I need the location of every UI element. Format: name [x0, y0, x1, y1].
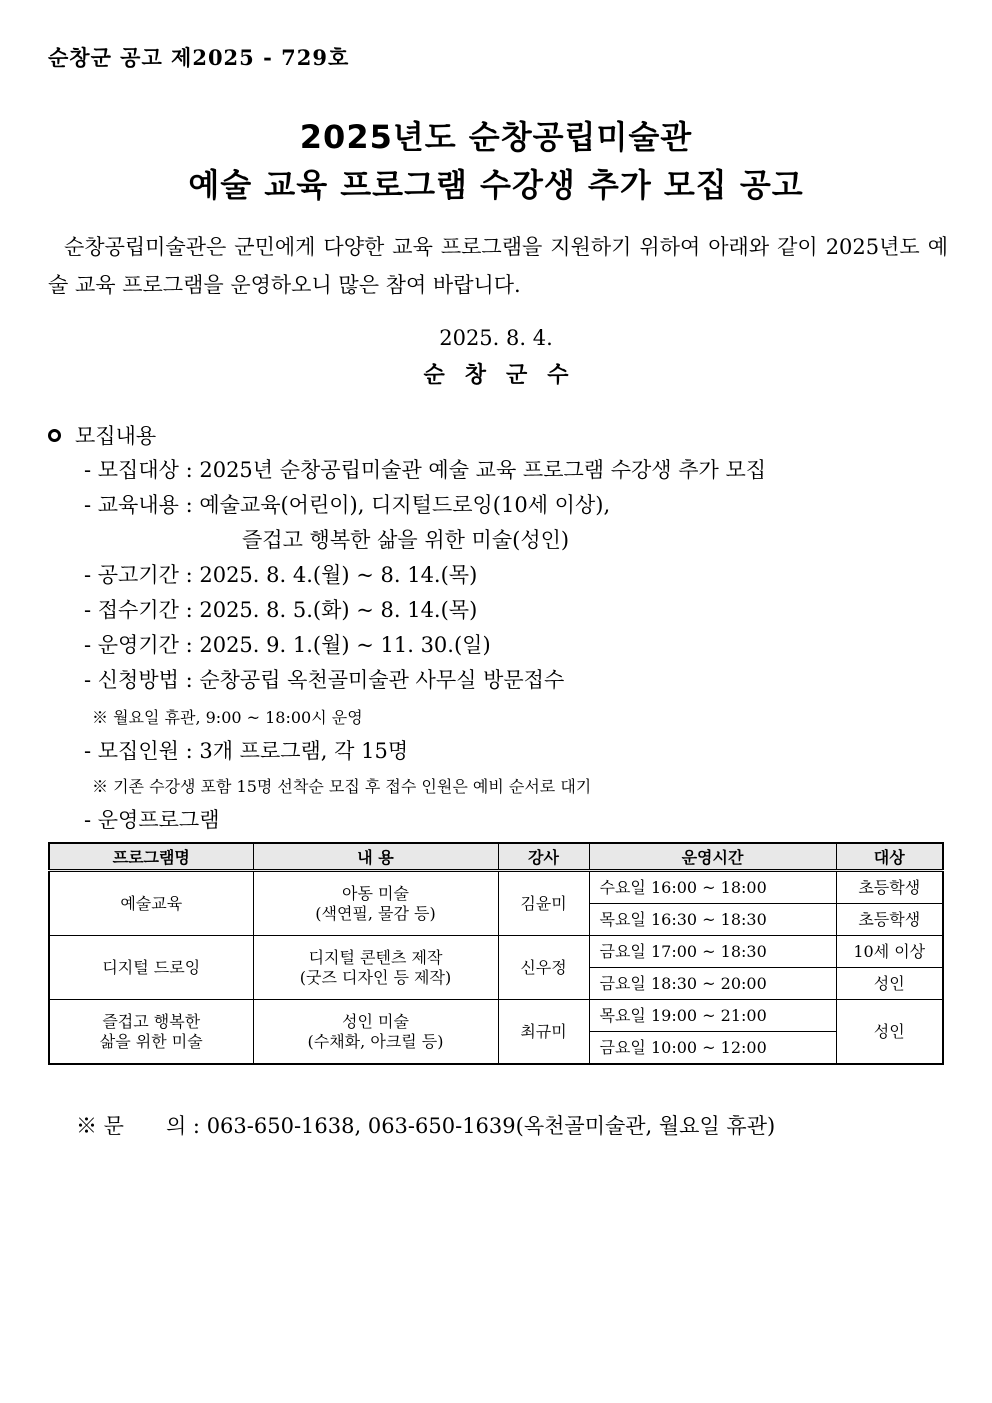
intro-text: 순창공립미술관은 군민에게 다양한 교육 프로그램을 지원하기 위하여 아래와 같이 2025년도 예술 교육 프로그램을 운영하오니 많은 참여 바랍니다. — [48, 235, 948, 297]
item-application-period — [84, 594, 477, 624]
session-target: 성인 — [836, 968, 943, 1000]
session-time: 금요일 17:00 ~ 18:30 — [589, 936, 836, 968]
item-value: 2025. 9. 1.(월) ~ 11. 30.(일) — [199, 633, 491, 657]
table-row — [49, 936, 943, 968]
session-time: 목요일 19:00 ~ 21:00 — [589, 1000, 836, 1032]
item-label: - 모집대상 : — [84, 458, 200, 482]
session-target: 성인 — [836, 1000, 943, 1065]
item-content-cont: 즐겁고 행복한 삶을 위한 미술(성인) — [242, 528, 570, 552]
note-hours: ※ 월요일 휴관, 9:00 ~ 18:00시 운영 — [92, 708, 363, 727]
name-line: 즐겁고 행복한 — [102, 1011, 201, 1031]
page-title-line1: 2025년도 순창공립미술관 — [299, 118, 693, 156]
item-content — [84, 489, 610, 519]
item-label: - 접수기간 : — [84, 598, 200, 622]
session-time: 목요일 16:30 ~ 18:30 — [589, 904, 836, 936]
item-value: 2025년 순창공립미술관 예술 교육 프로그램 수강생 추가 모집 — [199, 458, 767, 482]
contact-value: 063-650-1638, 063-650-1639(옥천골미술관, 월요일 휴관) — [206, 1114, 776, 1138]
item-value: 순창공립 옥천골미술관 사무실 방문접수 — [199, 668, 565, 692]
item-label: - 신청방법 : — [84, 668, 200, 692]
session-time: 수요일 16:00 ~ 18:00 — [589, 871, 836, 904]
program-name: 디지털 드로잉 — [49, 936, 253, 1000]
table-row — [49, 1000, 943, 1032]
circle-bullet-icon — [48, 429, 61, 442]
program-name: 예술교육 — [49, 871, 253, 936]
page-title-line2: 예술 교육 프로그램 수강생 추가 모집 공고 — [188, 166, 804, 204]
session-time: 금요일 10:00 ~ 12:00 — [589, 1032, 836, 1065]
item-value: 2025. 8. 5.(화) ~ 8. 14.(목) — [199, 598, 478, 622]
section-heading — [48, 420, 156, 450]
section-heading-text: 모집내용 — [75, 424, 157, 448]
content-line: 성인 미술 — [342, 1011, 409, 1031]
item-label: - 모집인원 : — [84, 739, 200, 763]
table-header-row — [49, 843, 943, 871]
item-label: - 공고기간 : — [84, 563, 200, 587]
note-waitlist: ※ 기존 수강생 포함 15명 선착순 모집 후 접수 인원은 예비 순서로 대기 — [92, 777, 592, 796]
item-application-method — [84, 664, 564, 694]
item-programs: - 운영프로그램 — [84, 808, 220, 832]
instructor: 김윤미 — [498, 871, 589, 936]
program-name — [49, 1000, 253, 1065]
table-row — [49, 871, 943, 904]
notice-date: 2025. 8. 4. — [439, 326, 553, 350]
item-value: 2025. 8. 4.(월) ~ 8. 14.(목) — [199, 563, 478, 587]
program-content — [253, 871, 498, 936]
item-label: - 교육내용 : — [84, 493, 200, 517]
intro-paragraph — [48, 228, 948, 304]
item-capacity — [84, 735, 408, 765]
instructor: 신우정 — [498, 936, 589, 1000]
program-table — [48, 842, 944, 1065]
session-time: 금요일 18:30 ~ 20:00 — [589, 968, 836, 1000]
name-line: 삶을 위한 미술 — [99, 1031, 203, 1051]
session-target: 초등학생 — [836, 904, 943, 936]
content-line: (수채화, 아크릴 등) — [307, 1031, 444, 1051]
item-target — [84, 454, 766, 484]
header-target: 대상 — [836, 843, 943, 871]
header-program: 프로그램명 — [49, 843, 253, 871]
notice-number: 순창군 공고 제2025 - 729호 — [48, 45, 350, 70]
content-line: (색연필, 물감 등) — [315, 903, 436, 923]
session-target: 10세 이상 — [836, 936, 943, 968]
header-instructor: 강사 — [498, 843, 589, 871]
item-notice-period — [84, 559, 477, 589]
header-content: 내 용 — [253, 843, 498, 871]
session-target: 초등학생 — [836, 871, 943, 904]
header-time: 운영시간 — [589, 843, 836, 871]
content-line: 아동 미술 — [342, 883, 409, 903]
issuer: 순창군수 — [423, 362, 589, 388]
content-line: (굿즈 디자인 등 제작) — [299, 967, 452, 987]
content-line: 디지털 콘텐츠 제작 — [308, 947, 443, 967]
item-value: 3개 프로그램, 각 15명 — [199, 739, 409, 763]
item-label: - 운영기간 : — [84, 633, 200, 657]
instructor: 최규미 — [498, 1000, 589, 1065]
program-content — [253, 936, 498, 1000]
item-value: 예술교육(어린이), 디지털드로잉(10세 이상), — [199, 493, 611, 517]
program-content — [253, 1000, 498, 1065]
item-operation-period — [84, 629, 491, 659]
contact-info — [76, 1110, 775, 1140]
contact-label: ※ 문 의 : — [76, 1114, 207, 1138]
